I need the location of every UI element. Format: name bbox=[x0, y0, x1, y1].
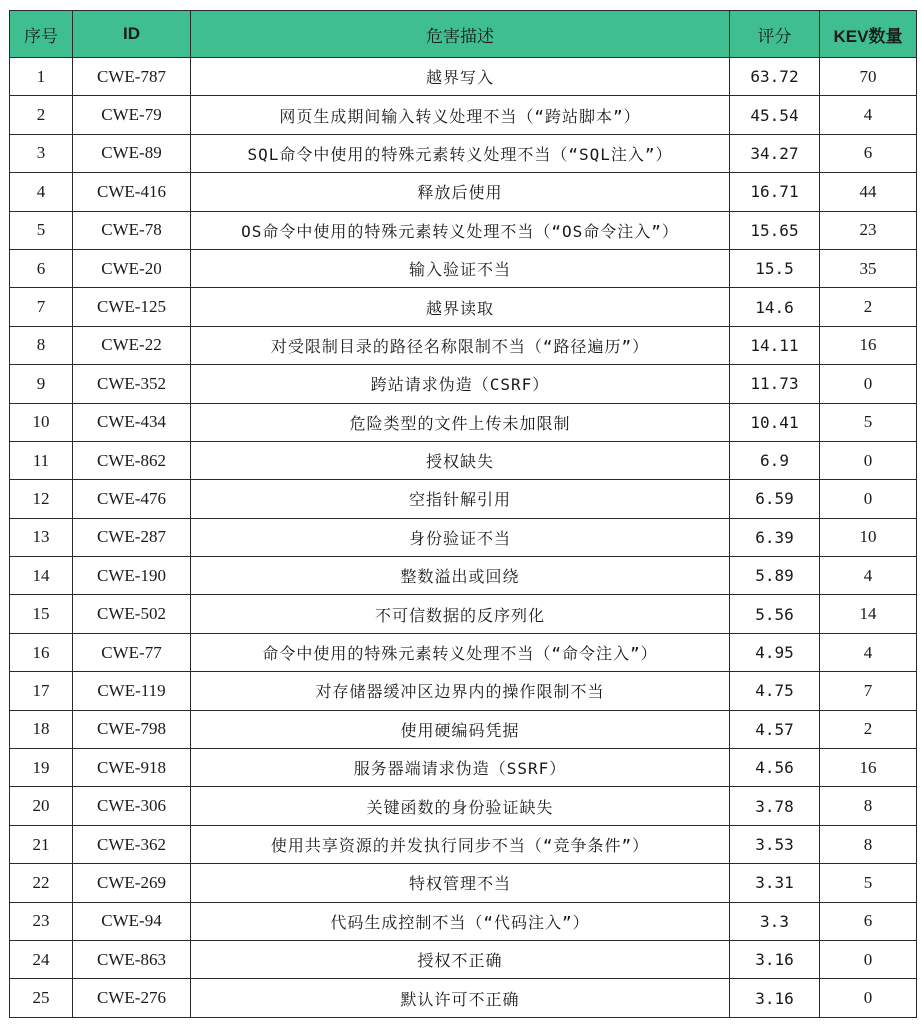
table-row bbox=[10, 211, 917, 249]
kev-count-cell: 8 bbox=[820, 825, 917, 863]
score-cell: 15.5 bbox=[730, 249, 820, 287]
cwe-id-cell: CWE-94 bbox=[73, 902, 191, 940]
header-index: 序号 bbox=[10, 11, 73, 58]
description-cell: 授权不正确 bbox=[191, 940, 730, 978]
score-cell: 3.3 bbox=[730, 902, 820, 940]
cwe-id-cell: CWE-306 bbox=[73, 787, 191, 825]
score-cell: 63.72 bbox=[730, 58, 820, 96]
row-index-cell: 1 bbox=[10, 58, 73, 96]
row-index-cell: 17 bbox=[10, 672, 73, 710]
row-index-cell: 12 bbox=[10, 480, 73, 518]
row-index-cell: 3 bbox=[10, 134, 73, 172]
kev-count-cell: 0 bbox=[820, 979, 917, 1017]
kev-count-cell: 4 bbox=[820, 96, 917, 134]
row-index-cell: 5 bbox=[10, 211, 73, 249]
table-row bbox=[10, 518, 917, 556]
cwe-id-cell: CWE-862 bbox=[73, 441, 191, 479]
kev-count-cell: 0 bbox=[820, 940, 917, 978]
kev-count-cell: 2 bbox=[820, 710, 917, 748]
cwe-id-cell: CWE-502 bbox=[73, 595, 191, 633]
table-row bbox=[10, 940, 917, 978]
score-cell: 11.73 bbox=[730, 365, 820, 403]
row-index-cell: 15 bbox=[10, 595, 73, 633]
kev-count-cell: 14 bbox=[820, 595, 917, 633]
table-row bbox=[10, 96, 917, 134]
row-index-cell: 7 bbox=[10, 288, 73, 326]
header-score: 评分 bbox=[730, 11, 820, 58]
header-kev: KEV数量 bbox=[820, 11, 917, 58]
row-index-cell: 11 bbox=[10, 441, 73, 479]
row-index-cell: 20 bbox=[10, 787, 73, 825]
table-row bbox=[10, 979, 917, 1017]
cwe-id-cell: CWE-190 bbox=[73, 557, 191, 595]
description-cell: SQL命令中使用的特殊元素转义处理不当（“SQL注入”） bbox=[191, 134, 730, 172]
cwe-id-cell: CWE-798 bbox=[73, 710, 191, 748]
score-cell: 14.11 bbox=[730, 326, 820, 364]
header-row bbox=[10, 11, 917, 58]
description-cell: 不可信数据的反序列化 bbox=[191, 595, 730, 633]
table-row bbox=[10, 403, 917, 441]
cwe-id-cell: CWE-287 bbox=[73, 518, 191, 556]
table-row bbox=[10, 595, 917, 633]
kev-count-cell: 7 bbox=[820, 672, 917, 710]
score-cell: 5.89 bbox=[730, 557, 820, 595]
score-cell: 4.95 bbox=[730, 633, 820, 671]
kev-count-cell: 16 bbox=[820, 749, 917, 787]
row-index-cell: 24 bbox=[10, 940, 73, 978]
cwe-id-cell: CWE-77 bbox=[73, 633, 191, 671]
kev-count-cell: 5 bbox=[820, 864, 917, 902]
score-cell: 45.54 bbox=[730, 96, 820, 134]
cwe-id-cell: CWE-276 bbox=[73, 979, 191, 1017]
description-cell: 特权管理不当 bbox=[191, 864, 730, 902]
cwe-id-cell: CWE-119 bbox=[73, 672, 191, 710]
row-index-cell: 9 bbox=[10, 365, 73, 403]
cwe-top25-table bbox=[9, 10, 917, 1018]
score-cell: 5.56 bbox=[730, 595, 820, 633]
kev-count-cell: 70 bbox=[820, 58, 917, 96]
cwe-id-cell: CWE-787 bbox=[73, 58, 191, 96]
table-row bbox=[10, 825, 917, 863]
row-index-cell: 21 bbox=[10, 825, 73, 863]
score-cell: 3.16 bbox=[730, 979, 820, 1017]
score-cell: 3.31 bbox=[730, 864, 820, 902]
table-body bbox=[10, 58, 917, 1018]
kev-count-cell: 0 bbox=[820, 480, 917, 518]
row-index-cell: 25 bbox=[10, 979, 73, 1017]
cwe-id-cell: CWE-125 bbox=[73, 288, 191, 326]
cwe-id-cell: CWE-22 bbox=[73, 326, 191, 364]
cwe-id-cell: CWE-20 bbox=[73, 249, 191, 287]
description-cell: 命令中使用的特殊元素转义处理不当（“命令注入”） bbox=[191, 633, 730, 671]
score-cell: 10.41 bbox=[730, 403, 820, 441]
table-row bbox=[10, 58, 917, 96]
row-index-cell: 10 bbox=[10, 403, 73, 441]
table-row bbox=[10, 633, 917, 671]
table-row bbox=[10, 787, 917, 825]
row-index-cell: 6 bbox=[10, 249, 73, 287]
description-cell: 代码生成控制不当（“代码注入”） bbox=[191, 902, 730, 940]
score-cell: 4.56 bbox=[730, 749, 820, 787]
description-cell: 对受限制目录的路径名称限制不当（“路径遍历”） bbox=[191, 326, 730, 364]
description-cell: 授权缺失 bbox=[191, 441, 730, 479]
cwe-id-cell: CWE-352 bbox=[73, 365, 191, 403]
row-index-cell: 14 bbox=[10, 557, 73, 595]
table-row bbox=[10, 710, 917, 748]
kev-count-cell: 0 bbox=[820, 365, 917, 403]
row-index-cell: 16 bbox=[10, 633, 73, 671]
row-index-cell: 22 bbox=[10, 864, 73, 902]
description-cell: 越界写入 bbox=[191, 58, 730, 96]
table-row bbox=[10, 864, 917, 902]
table-header bbox=[10, 11, 917, 58]
table-row bbox=[10, 749, 917, 787]
kev-count-cell: 5 bbox=[820, 403, 917, 441]
description-cell: 关键函数的身份验证缺失 bbox=[191, 787, 730, 825]
score-cell: 14.6 bbox=[730, 288, 820, 326]
cwe-id-cell: CWE-269 bbox=[73, 864, 191, 902]
kev-count-cell: 0 bbox=[820, 441, 917, 479]
header-description: 危害描述 bbox=[191, 11, 730, 58]
score-cell: 6.9 bbox=[730, 441, 820, 479]
table-row bbox=[10, 365, 917, 403]
kev-count-cell: 8 bbox=[820, 787, 917, 825]
kev-count-cell: 6 bbox=[820, 134, 917, 172]
row-index-cell: 4 bbox=[10, 173, 73, 211]
kev-count-cell: 16 bbox=[820, 326, 917, 364]
description-cell: 跨站请求伪造（CSRF） bbox=[191, 365, 730, 403]
row-index-cell: 23 bbox=[10, 902, 73, 940]
table-row bbox=[10, 326, 917, 364]
description-cell: 使用共享资源的并发执行同步不当（“竞争条件”） bbox=[191, 825, 730, 863]
kev-count-cell: 6 bbox=[820, 902, 917, 940]
table-row bbox=[10, 480, 917, 518]
cwe-id-cell: CWE-89 bbox=[73, 134, 191, 172]
description-cell: 对存储器缓冲区边界内的操作限制不当 bbox=[191, 672, 730, 710]
score-cell: 15.65 bbox=[730, 211, 820, 249]
score-cell: 3.78 bbox=[730, 787, 820, 825]
kev-count-cell: 2 bbox=[820, 288, 917, 326]
header-id: ID bbox=[73, 11, 191, 58]
row-index-cell: 13 bbox=[10, 518, 73, 556]
table-row bbox=[10, 902, 917, 940]
score-cell: 3.53 bbox=[730, 825, 820, 863]
kev-count-cell: 35 bbox=[820, 249, 917, 287]
table-row bbox=[10, 173, 917, 211]
cwe-id-cell: CWE-79 bbox=[73, 96, 191, 134]
kev-count-cell: 44 bbox=[820, 173, 917, 211]
table-row bbox=[10, 441, 917, 479]
score-cell: 16.71 bbox=[730, 173, 820, 211]
score-cell: 34.27 bbox=[730, 134, 820, 172]
score-cell: 3.16 bbox=[730, 940, 820, 978]
row-index-cell: 18 bbox=[10, 710, 73, 748]
cwe-id-cell: CWE-362 bbox=[73, 825, 191, 863]
score-cell: 6.39 bbox=[730, 518, 820, 556]
cwe-id-cell: CWE-918 bbox=[73, 749, 191, 787]
row-index-cell: 2 bbox=[10, 96, 73, 134]
description-cell: 空指针解引用 bbox=[191, 480, 730, 518]
description-cell: OS命令中使用的特殊元素转义处理不当（“OS命令注入”） bbox=[191, 211, 730, 249]
table-row bbox=[10, 672, 917, 710]
description-cell: 服务器端请求伪造（SSRF） bbox=[191, 749, 730, 787]
score-cell: 4.57 bbox=[730, 710, 820, 748]
row-index-cell: 19 bbox=[10, 749, 73, 787]
score-cell: 6.59 bbox=[730, 480, 820, 518]
score-cell: 4.75 bbox=[730, 672, 820, 710]
cwe-id-cell: CWE-78 bbox=[73, 211, 191, 249]
description-cell: 危险类型的文件上传未加限制 bbox=[191, 403, 730, 441]
description-cell: 使用硬编码凭据 bbox=[191, 710, 730, 748]
kev-count-cell: 4 bbox=[820, 557, 917, 595]
table-row bbox=[10, 557, 917, 595]
cwe-id-cell: CWE-863 bbox=[73, 940, 191, 978]
kev-count-cell: 4 bbox=[820, 633, 917, 671]
table-row bbox=[10, 249, 917, 287]
table-row bbox=[10, 288, 917, 326]
description-cell: 输入验证不当 bbox=[191, 249, 730, 287]
cwe-id-cell: CWE-476 bbox=[73, 480, 191, 518]
row-index-cell: 8 bbox=[10, 326, 73, 364]
description-cell: 网页生成期间输入转义处理不当（“跨站脚本”） bbox=[191, 96, 730, 134]
cwe-id-cell: CWE-434 bbox=[73, 403, 191, 441]
description-cell: 越界读取 bbox=[191, 288, 730, 326]
description-cell: 释放后使用 bbox=[191, 173, 730, 211]
description-cell: 默认许可不正确 bbox=[191, 979, 730, 1017]
kev-count-cell: 23 bbox=[820, 211, 917, 249]
description-cell: 整数溢出或回绕 bbox=[191, 557, 730, 595]
table-row bbox=[10, 134, 917, 172]
description-cell: 身份验证不当 bbox=[191, 518, 730, 556]
kev-count-cell: 10 bbox=[820, 518, 917, 556]
cwe-id-cell: CWE-416 bbox=[73, 173, 191, 211]
